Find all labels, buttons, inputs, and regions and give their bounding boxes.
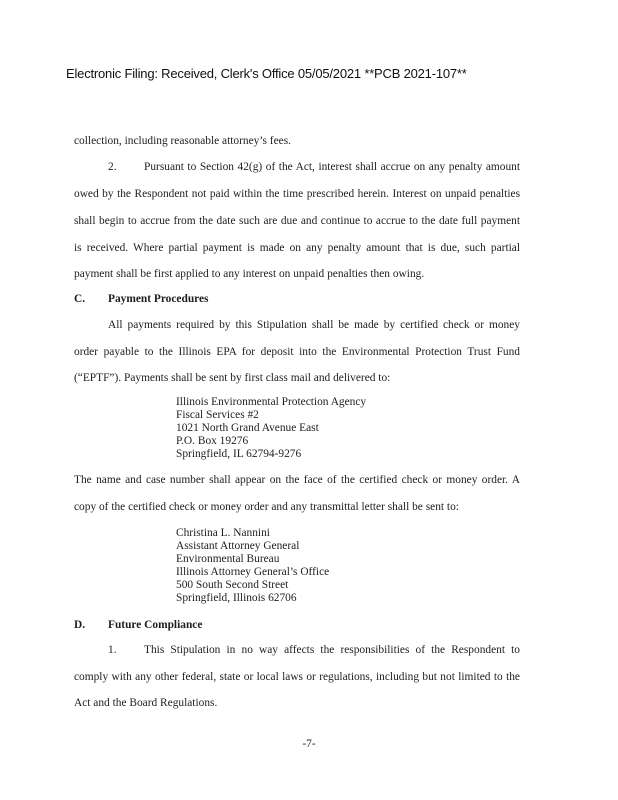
paragraph-number: 2. xyxy=(108,161,117,173)
carryover-line: collection, including reasonable attorney’s fees. xyxy=(74,135,291,147)
page-number: -7- xyxy=(302,738,316,750)
address-line: Illinois Attorney General’s Office xyxy=(176,566,330,578)
paragraph-2-last-line: payment shall be first applied to any interest on unpaid penalties then owing. xyxy=(74,268,425,280)
paragraph-2-line: is received. Where partial payment is made on any penalty amount that is due, such partial xyxy=(74,242,520,254)
address-line: Fiscal Services #2 xyxy=(176,409,259,421)
section-c-letter: C. xyxy=(74,293,86,305)
section-d-p1-second-line: comply with any other federal, state or local laws or regulations, including but not limited to the xyxy=(74,671,520,683)
address-line: Christina L. Nannini xyxy=(176,527,270,539)
epa-mailing-address xyxy=(176,396,366,461)
address-line: Springfield, IL 62794-9276 xyxy=(176,448,302,460)
paragraph-2-first-line: Pursuant to Section 42(g) of the Act, interest shall accrue on any penalty amount xyxy=(144,161,520,173)
section-d-p1-last-line: Act and the Board Regulations. xyxy=(74,697,218,709)
address-line: Environmental Bureau xyxy=(176,553,280,565)
section-c-second-line: order payable to the Illinois EPA for deposit into the Environmental Protection Trust Fund xyxy=(74,346,520,358)
paragraph-number: 1. xyxy=(108,644,117,656)
address-line: Assistant Attorney General xyxy=(176,540,300,552)
section-d-title: Future Compliance xyxy=(108,619,203,631)
address-line: Illinois Environmental Protection Agency xyxy=(176,396,367,408)
section-d-p1-first-line: This Stipulation in no way affects the responsibilities of the Respondent to xyxy=(144,644,520,656)
address-line: Springfield, Illinois 62706 xyxy=(176,592,297,604)
paragraph-2-line: owed by the Respondent not paid within the time prescribed herein. Interest on unpaid penalties xyxy=(74,188,520,200)
section-d-letter: D. xyxy=(74,619,86,631)
section-c-after-line-2: copy of the certified check or money order and any transmittal letter shall be sent to: xyxy=(74,501,459,513)
address-line: 1021 North Grand Avenue East xyxy=(176,422,319,434)
paragraph-2-line: shall begin to accrue from the date such are due and continue to accrue to the date full payment xyxy=(74,215,520,227)
section-c-first-line: All payments required by this Stipulation shall be made by certified check or money xyxy=(108,319,520,331)
section-c-after-line-1: The name and case number shall appear on the face of the certified check or money order. A xyxy=(74,474,520,486)
filing-stamp-header: Electronic Filing: Received, Clerk's Office 05/05/2021 **PCB 2021-107** xyxy=(66,66,467,81)
section-c-last-line: (“EPTF”). Payments shall be sent by first class mail and delivered to: xyxy=(74,372,391,384)
ag-mailing-address xyxy=(176,527,329,605)
address-line: 500 South Second Street xyxy=(176,579,289,591)
address-line: P.O. Box 19276 xyxy=(176,435,249,447)
section-c-title: Payment Procedures xyxy=(108,293,209,305)
